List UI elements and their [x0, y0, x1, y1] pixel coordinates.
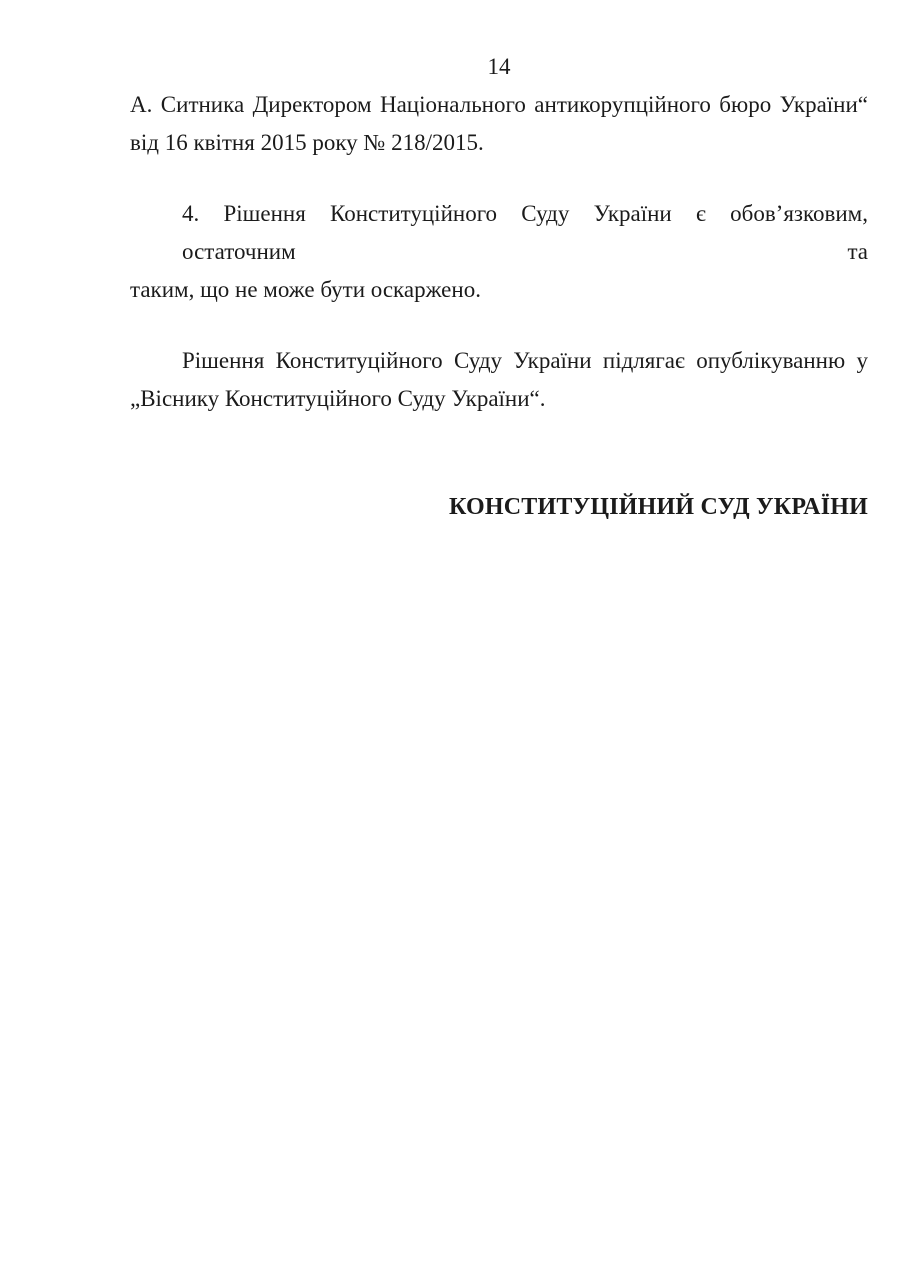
- body-line: „Віснику Конституційного Суду України“.: [130, 386, 546, 411]
- paragraph-publication: [130, 342, 868, 418]
- paragraph-citation: [130, 86, 868, 162]
- text-block: [130, 48, 868, 526]
- body-line: від 16 квітня 2015 року № 218/2015.: [130, 130, 484, 155]
- court-signature: КОНСТИТУЦІЙНИЙ СУД УКРАЇНИ: [449, 494, 868, 520]
- paragraph-point-4: [130, 195, 868, 309]
- body-line: Рішення Конституційного Суду України підлягає опублікуванню у: [182, 348, 868, 373]
- body-line: 4. Рішення Конституційного Суду України є обов’язковим, остаточним та: [182, 201, 868, 264]
- body-line: таким, що не може бути оскаржено.: [130, 277, 481, 302]
- page-number: 14: [487, 54, 511, 79]
- body-line: А. Ситника Директором Національного антикорупційного бюро України“: [130, 92, 868, 117]
